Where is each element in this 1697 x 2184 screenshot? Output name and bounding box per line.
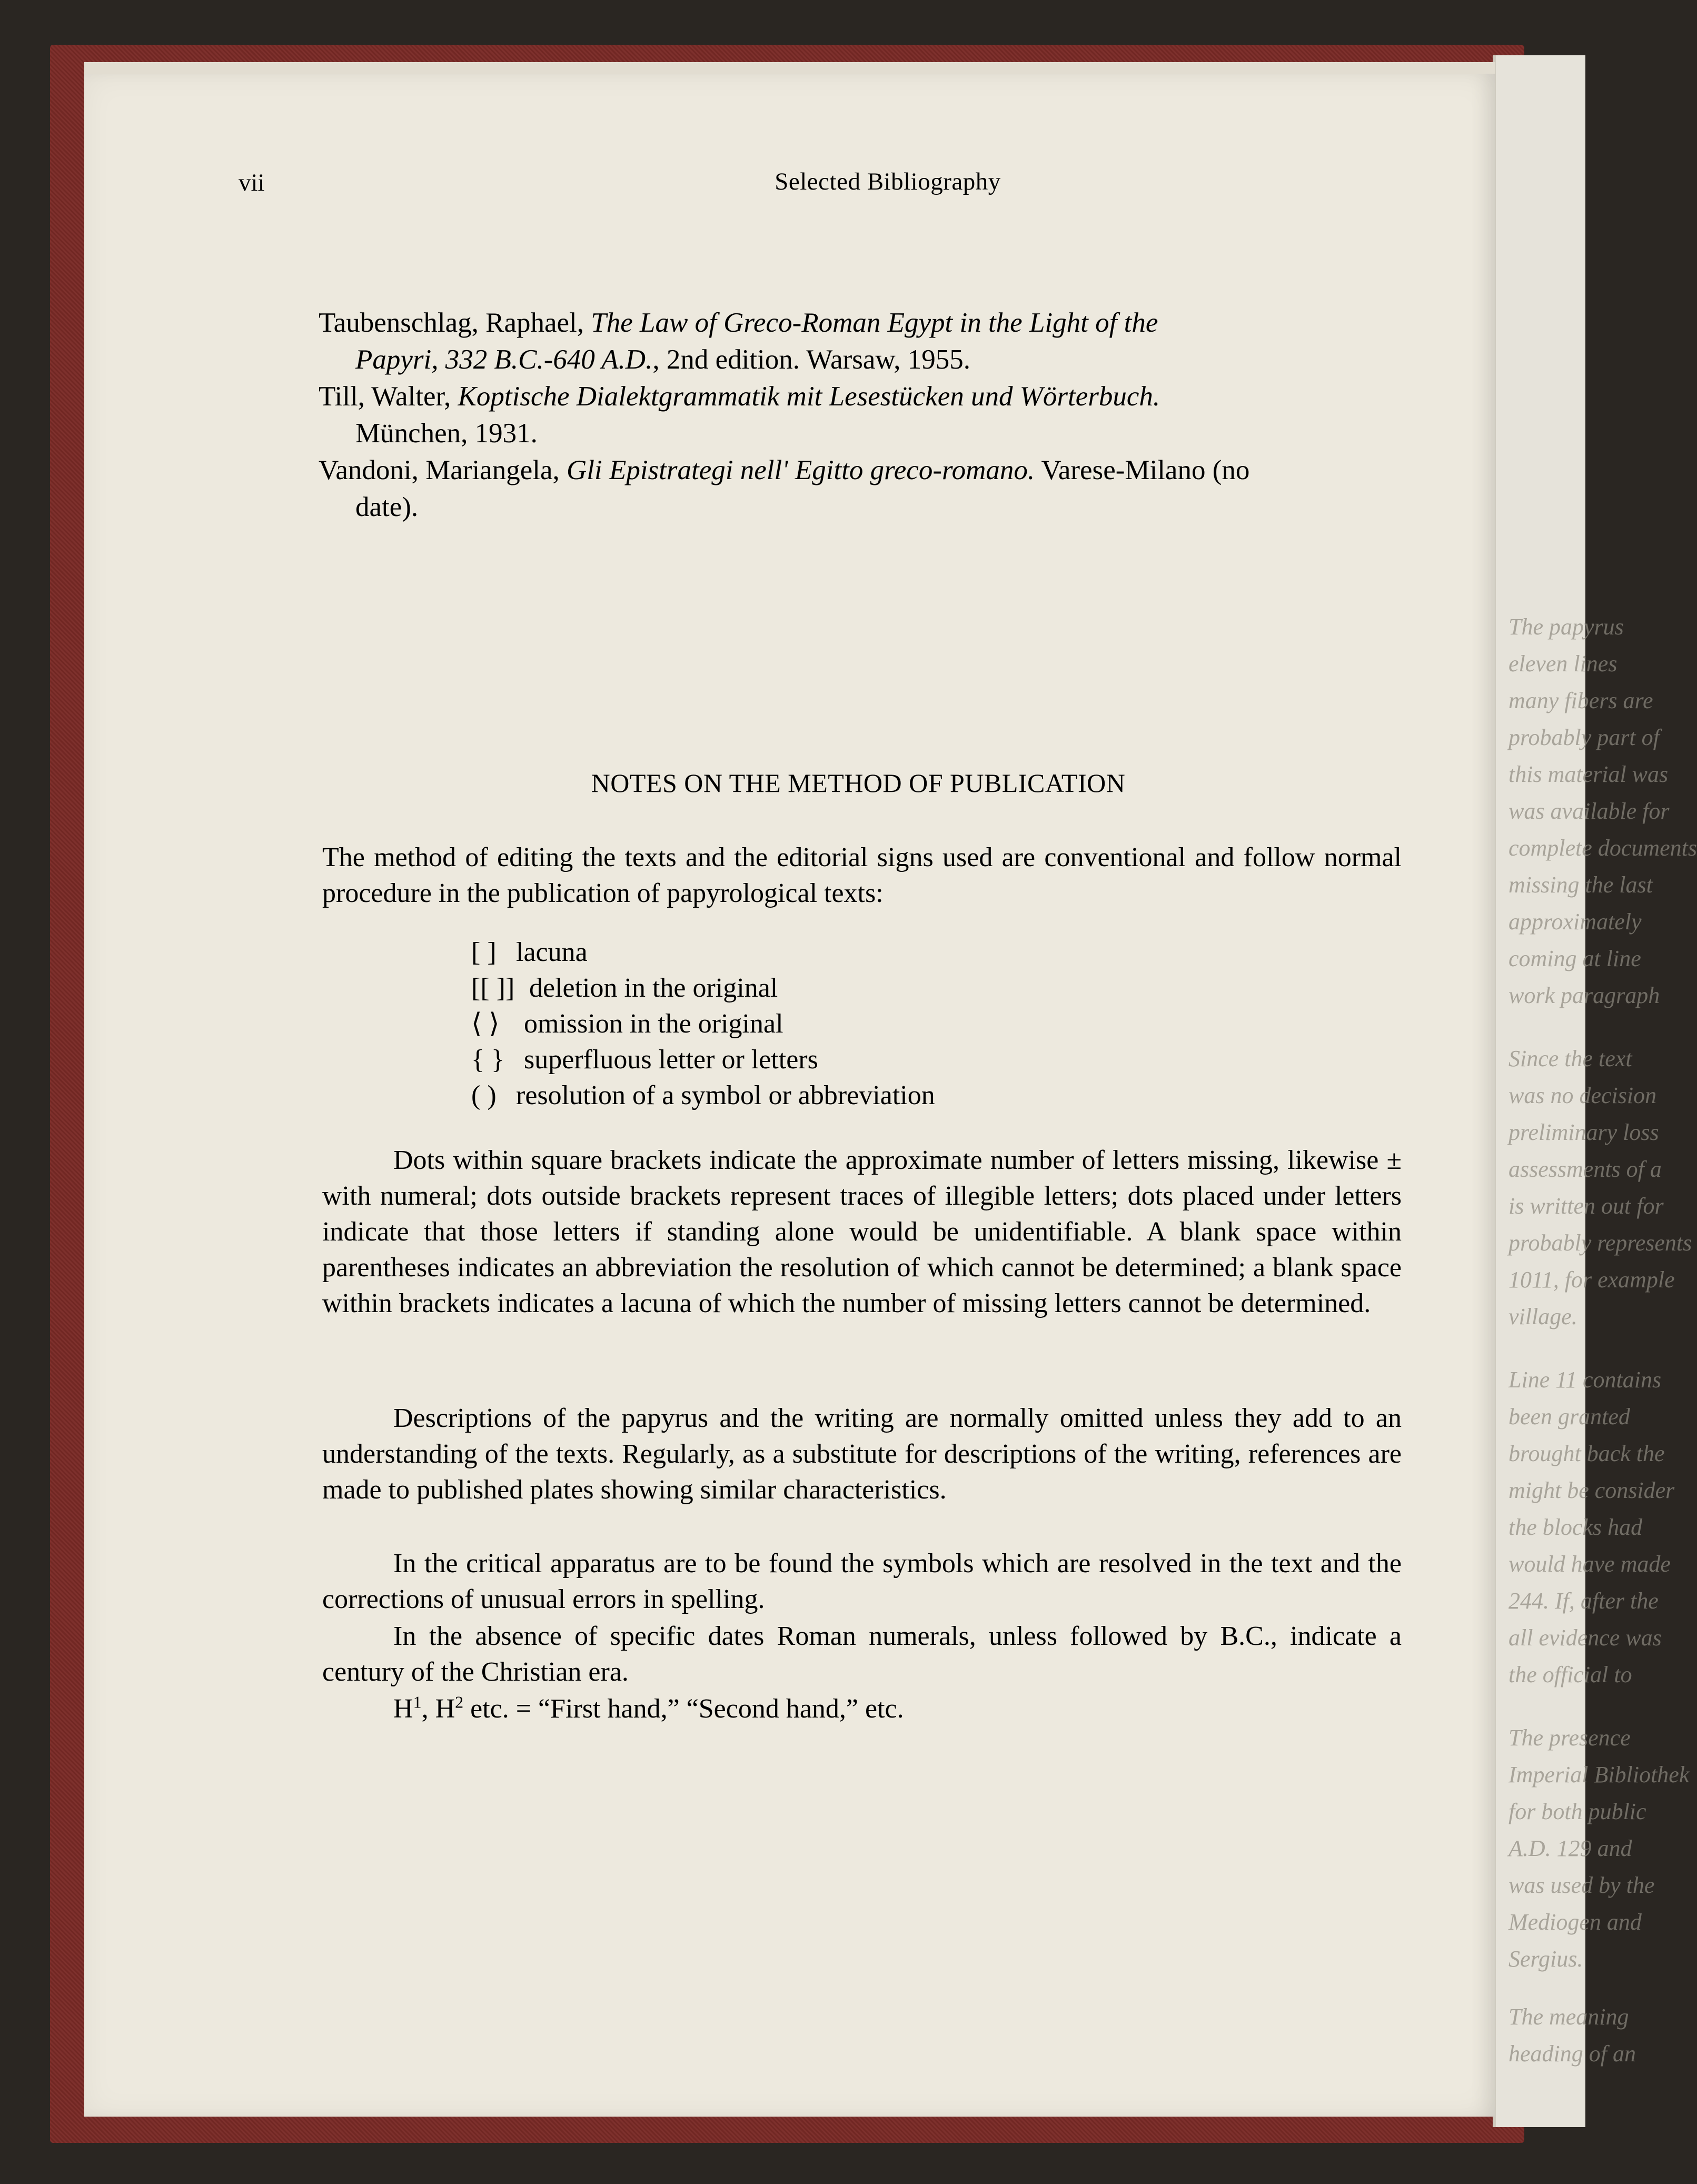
body-paragraph: Descriptions of the papyrus and the writing are normally omitted unless they add to an understanding of the texts. Regularly, as a substitute for descriptions of the writing, references are made to published plates showing similar characteristics. bbox=[322, 1403, 1402, 1505]
intro-paragraph: The method of editing the texts and the editorial signs used are conventional and follow normal procedure in the publication of papyrological texts: bbox=[322, 842, 1402, 908]
sign-symbol: ( ) bbox=[471, 1080, 497, 1110]
sign-meaning: omission in the original bbox=[524, 1009, 783, 1039]
sign-item bbox=[471, 935, 1208, 970]
sign-meaning: lacuna bbox=[516, 937, 588, 967]
bibliography-entry: Taubenschlag, Raphael, The Law of Greco-Roman Egypt in the Light of the Papyri, 332 B.C.-640 A.D., 2nd edition. Warsaw, 1955. bbox=[319, 307, 1158, 375]
sign-item bbox=[471, 1078, 1208, 1114]
sign-item bbox=[471, 1042, 1208, 1078]
sign-symbol: ⟨ ⟩ bbox=[471, 1009, 500, 1039]
sign-meaning: superfluous letter or letters bbox=[524, 1045, 818, 1075]
bibliography-entry: Till, Walter, Koptische Dialektgrammatik mit Lesestücken und Wörterbuch. München, 1931. bbox=[319, 381, 1160, 449]
page-top-edge bbox=[84, 62, 1495, 74]
hands-paragraph: $H^1$, $H^2$ etc. = “First hand,” “Second hand,” etc. bbox=[393, 1692, 904, 1724]
body-paragraph: In the absence of specific dates Roman numerals, unless followed by B.C., indicate a century of the Christian era. bbox=[322, 1621, 1402, 1687]
bibliography-entry: Vandoni, Mariangela, Gli Epistrategi nell' Egitto greco-romano. Varese-Milano (no date). bbox=[319, 455, 1250, 522]
body-paragraph: Dots within square brackets indicate the approximate number of letters missing, likewise ± with numeral; dots outside brackets represent traces of illegible letters; dots placed under letters indicate that those letters if standing alone would be unidentifiable. A blank space within parentheses indicates an abbreviation the resolution of which cannot be determined; a blank space within brackets indicates a lacuna of which the number of missing letters cannot be determined. bbox=[322, 1145, 1402, 1318]
page-number: vii bbox=[239, 169, 265, 196]
section-title: NOTES ON THE METHOD OF PUBLICATION bbox=[591, 768, 1126, 798]
sign-meaning: resolution of a symbol or abbreviation bbox=[516, 1080, 935, 1110]
facing-page-edge: The papyrus eleven lines many fibers are probably part of this material was was available for complete documents missing the last approximately coming at line work paragraph Since the text was no decision preliminary loss assessments of a is written out for probably represents 1011, for example village. Line 11 contains been granted brought back the might be consider the blocks had would have made 244. If, after the all evidence was the official to The presence Imperial Bibliothek for both public A.D. 129 and was used by the Mediogen and Sergius. The meaning heading of an bbox=[1493, 55, 1585, 2127]
body-paragraph: In the critical apparatus are to be found the symbols which are resolved in the text and the corrections of unusual errors in spelling. bbox=[322, 1548, 1402, 1614]
sign-symbol: [[ ]] bbox=[471, 973, 515, 1003]
running-head: Selected Bibliography bbox=[775, 168, 1001, 195]
sign-symbol: [ ] bbox=[471, 937, 497, 967]
sign-symbol: { } bbox=[471, 1045, 504, 1075]
sign-meaning: deletion in the original bbox=[529, 973, 778, 1003]
sign-item bbox=[471, 970, 1208, 1006]
sign-item bbox=[471, 1006, 1208, 1042]
editorial-signs-list bbox=[471, 935, 1208, 1114]
